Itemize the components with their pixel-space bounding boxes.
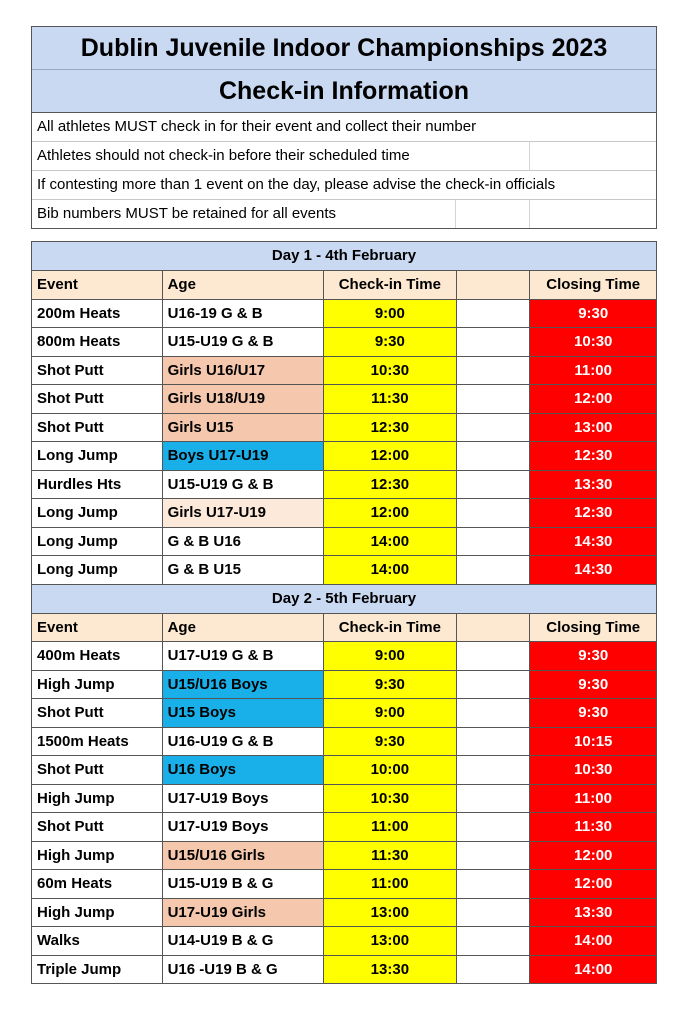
checkin-time-cell: 9:30 — [324, 727, 457, 756]
closing-time-cell: 13:00 — [530, 413, 656, 442]
age-cell: U15-U19 G & B — [163, 327, 324, 356]
age-cell: G & B U15 — [163, 555, 324, 584]
table-row — [32, 784, 656, 813]
checkin-time-cell: 9:00 — [324, 641, 457, 670]
note-item — [32, 170, 656, 199]
table-row — [32, 698, 656, 727]
blank-cell — [457, 356, 531, 385]
blank-cell — [457, 384, 531, 413]
event-cell: Shot Putt — [32, 413, 163, 442]
event-cell: Long Jump — [32, 498, 163, 527]
blank-cell — [457, 641, 531, 670]
closing-time-cell: 14:00 — [530, 926, 656, 955]
age-cell: U15/U16 Boys — [163, 670, 324, 699]
event-cell: High Jump — [32, 784, 163, 813]
checkin-time-cell: 14:00 — [324, 555, 457, 584]
checkin-time-cell: 13:00 — [324, 898, 457, 927]
checkin-time-cell: 12:00 — [324, 441, 457, 470]
title-block — [31, 26, 657, 112]
table-row — [32, 926, 656, 955]
closing-time-cell: 13:30 — [530, 898, 656, 927]
age-column-header: Age — [163, 270, 324, 299]
blank-cell — [457, 498, 531, 527]
checkin-time-cell: 11:30 — [324, 841, 457, 870]
closing-time-cell: 11:00 — [530, 356, 656, 385]
event-cell: 400m Heats — [32, 641, 163, 670]
event-cell: Shot Putt — [32, 698, 163, 727]
event-column-header: Event — [32, 613, 163, 642]
event-cell: Triple Jump — [32, 955, 163, 984]
event-cell: Long Jump — [32, 441, 163, 470]
checkin-time-cell: 9:30 — [324, 327, 457, 356]
checkin-time-cell: 10:30 — [324, 356, 457, 385]
note-item — [32, 113, 656, 141]
event-cell: High Jump — [32, 670, 163, 699]
closing-time-cell: 10:30 — [530, 755, 656, 784]
page-subtitle: Check-in Information — [32, 69, 656, 112]
blank-cell — [457, 413, 531, 442]
closing-time-cell: 9:30 — [530, 670, 656, 699]
table-row — [32, 898, 656, 927]
blank-cell — [457, 926, 531, 955]
age-cell: Girls U15 — [163, 413, 324, 442]
blank-cell — [457, 812, 531, 841]
checkin-time-cell: 12:00 — [324, 498, 457, 527]
checkin-time-cell: 11:30 — [324, 384, 457, 413]
closing-time-cell: 14:00 — [530, 955, 656, 984]
closing-time-cell: 12:30 — [530, 498, 656, 527]
blank-cell — [457, 527, 531, 556]
closing-time-cell: 13:30 — [530, 470, 656, 499]
schedule-table — [31, 270, 657, 584]
note-text: Bib numbers MUST be retained for all events — [37, 205, 337, 222]
page-title: Dublin Juvenile Indoor Championships 2023 — [80, 34, 608, 62]
schedule — [31, 241, 657, 984]
table-row — [32, 356, 656, 385]
closing-time-cell: 10:15 — [530, 727, 656, 756]
table-row — [32, 670, 656, 699]
blank-cell — [457, 898, 531, 927]
table-row — [32, 555, 656, 584]
checkin-time-cell: 12:30 — [324, 413, 457, 442]
closing-time-cell: 14:30 — [530, 555, 656, 584]
day-section — [31, 241, 657, 584]
schedule-table — [31, 613, 657, 985]
table-row — [32, 812, 656, 841]
blank-cell — [457, 755, 531, 784]
note-text: All athletes MUST check in for their event and collect their number — [37, 118, 477, 135]
closing-time-cell: 14:30 — [530, 527, 656, 556]
age-column-header: Age — [163, 613, 324, 642]
table-row — [32, 727, 656, 756]
event-cell: 1500m Heats — [32, 727, 163, 756]
checkin-time-cell: 14:00 — [324, 527, 457, 556]
notes-list — [31, 112, 657, 229]
checkin-column-header: Check-in Time — [324, 613, 457, 642]
blank-column-header — [457, 613, 531, 642]
blank-column-header — [457, 270, 531, 299]
table-row — [32, 413, 656, 442]
blank-cell — [457, 441, 531, 470]
age-cell: U17-U19 Boys — [163, 812, 324, 841]
table-row — [32, 327, 656, 356]
table-row — [32, 841, 656, 870]
age-cell: Girls U18/U19 — [163, 384, 324, 413]
event-cell: Shot Putt — [32, 812, 163, 841]
checkin-time-cell: 11:00 — [324, 869, 457, 898]
column-header-row — [32, 270, 656, 299]
age-cell: U17-U19 Boys — [163, 784, 324, 813]
age-cell: U17-U19 G & B — [163, 641, 324, 670]
column-header-row — [32, 613, 656, 642]
checkin-time-cell: 9:30 — [324, 670, 457, 699]
table-row — [32, 527, 656, 556]
age-cell: U16 -U19 B & G — [163, 955, 324, 984]
blank-cell — [457, 784, 531, 813]
blank-cell — [457, 299, 531, 328]
closing-time-cell: 12:00 — [530, 869, 656, 898]
event-cell: Long Jump — [32, 555, 163, 584]
note-text: Athletes should not check-in before their scheduled time — [37, 147, 410, 164]
table-row — [32, 869, 656, 898]
age-cell: Boys U17-U19 — [163, 441, 324, 470]
day-header: Day 2 - 5th February — [31, 584, 657, 613]
checkin-time-cell: 9:00 — [324, 698, 457, 727]
checkin-time-cell: 11:00 — [324, 812, 457, 841]
note-item — [32, 141, 656, 170]
table-row — [32, 955, 656, 984]
table-row — [32, 299, 656, 328]
event-cell: High Jump — [32, 898, 163, 927]
blank-cell — [457, 955, 531, 984]
closing-time-cell: 11:30 — [530, 812, 656, 841]
event-cell: Walks — [32, 926, 163, 955]
event-column-header: Event — [32, 270, 163, 299]
blank-cell — [457, 327, 531, 356]
checkin-time-cell: 10:00 — [324, 755, 457, 784]
closing-column-header: Closing Time — [530, 270, 656, 299]
table-row — [32, 755, 656, 784]
day-section — [31, 584, 657, 985]
table-row — [32, 641, 656, 670]
table-row — [32, 441, 656, 470]
blank-cell — [457, 727, 531, 756]
blank-cell — [457, 670, 531, 699]
age-cell: U15-U19 B & G — [163, 869, 324, 898]
closing-time-cell: 12:00 — [530, 384, 656, 413]
blank-cell — [457, 555, 531, 584]
grid-line — [529, 200, 530, 228]
table-row — [32, 384, 656, 413]
age-cell: U15/U16 Girls — [163, 841, 324, 870]
closing-column-header: Closing Time — [530, 613, 656, 642]
event-cell: 800m Heats — [32, 327, 163, 356]
checkin-sheet — [31, 26, 657, 984]
event-cell: Shot Putt — [32, 755, 163, 784]
age-cell: G & B U16 — [163, 527, 324, 556]
note-text: If contesting more than 1 event on the day, please advise the check-in officials — [37, 176, 556, 193]
checkin-column-header: Check-in Time — [324, 270, 457, 299]
closing-time-cell: 11:00 — [530, 784, 656, 813]
age-cell: U16 Boys — [163, 755, 324, 784]
age-cell: U16-U19 G & B — [163, 727, 324, 756]
age-cell: U15-U19 G & B — [163, 470, 324, 499]
age-cell: U16-19 G & B — [163, 299, 324, 328]
grid-line — [455, 200, 456, 228]
blank-cell — [457, 470, 531, 499]
age-cell: Girls U17-U19 — [163, 498, 324, 527]
age-cell: U17-U19 Girls — [163, 898, 324, 927]
day-header: Day 1 - 4th February — [31, 241, 657, 270]
table-row — [32, 470, 656, 499]
checkin-time-cell: 13:30 — [324, 955, 457, 984]
event-cell: Shot Putt — [32, 384, 163, 413]
checkin-time-cell: 12:30 — [324, 470, 457, 499]
note-item — [32, 199, 656, 228]
event-cell: Hurdles Hts — [32, 470, 163, 499]
blank-cell — [457, 698, 531, 727]
closing-time-cell: 10:30 — [530, 327, 656, 356]
checkin-time-cell: 13:00 — [324, 926, 457, 955]
event-cell: High Jump — [32, 841, 163, 870]
age-cell: Girls U16/U17 — [163, 356, 324, 385]
closing-time-cell: 12:00 — [530, 841, 656, 870]
closing-time-cell: 9:30 — [530, 299, 656, 328]
event-cell: 60m Heats — [32, 869, 163, 898]
blank-cell — [457, 841, 531, 870]
closing-time-cell: 12:30 — [530, 441, 656, 470]
age-cell: U15 Boys — [163, 698, 324, 727]
event-cell: Shot Putt — [32, 356, 163, 385]
checkin-time-cell: 10:30 — [324, 784, 457, 813]
checkin-time-cell: 9:00 — [324, 299, 457, 328]
blank-cell — [457, 869, 531, 898]
age-cell: U14-U19 B & G — [163, 926, 324, 955]
closing-time-cell: 9:30 — [530, 698, 656, 727]
table-row — [32, 498, 656, 527]
grid-line — [529, 142, 530, 170]
event-cell: Long Jump — [32, 527, 163, 556]
event-cell: 200m Heats — [32, 299, 163, 328]
closing-time-cell: 9:30 — [530, 641, 656, 670]
